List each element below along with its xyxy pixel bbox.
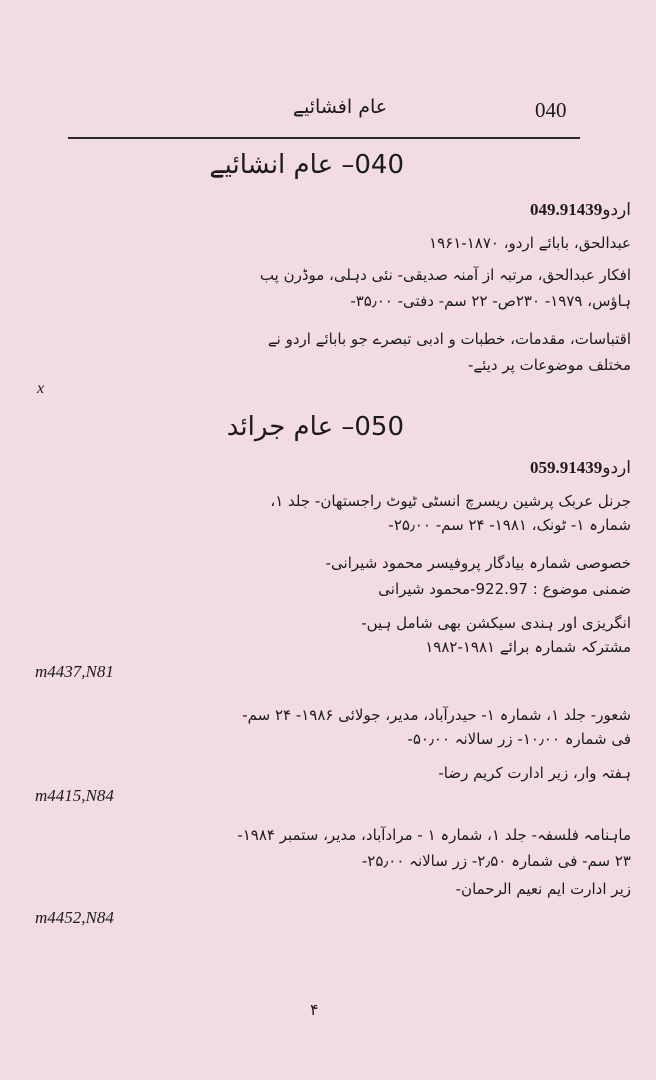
section-040-title: 040– عام انشائیے — [209, 150, 404, 180]
call-number: 049.91439 — [530, 200, 603, 219]
call-number-line — [530, 458, 631, 478]
entry-line: مختلف موضوعات پر دیئے- — [468, 356, 631, 374]
entry-mark: m4415,N84 — [35, 786, 114, 805]
entry-line: ہفتہ وار، زیر ادارت کریم رضا- — [438, 764, 631, 782]
entry-line: افکار عبدالحق، مرتبہ از آمنہ صدیقی- نئی دہلی، موڈرن پب — [259, 266, 631, 284]
entry-line: مشترکہ شمارہ برائے ۱۹۸۱-۱۹۸۲ — [425, 638, 631, 656]
entry-line: ہاؤس، ۱۹۷۹- ۲۳۰ص- ۲۲ سم- دفتی- ۳۵٫۰۰- — [350, 292, 631, 310]
header-page-number: 040 — [535, 98, 567, 122]
call-number: 059.91439 — [530, 458, 603, 477]
language-label: اردو — [602, 458, 631, 477]
header-rule — [68, 137, 580, 139]
entry-line: اقتباسات، مقدمات، خطبات و ادبی تبصرے جو بابائے اردو نے — [267, 330, 631, 348]
entry-line: انگریزی اور ہندی سیکشن بھی شامل ہیں- — [361, 614, 631, 632]
author-line: عبدالحق، بابائے اردو، ۱۸۷۰-۱۹۶۱ — [429, 234, 631, 252]
call-number-line — [530, 200, 631, 220]
entry-mark: m4452,N84 — [35, 908, 114, 927]
entry-line: فی شمارہ ۱۰٫۰۰- زر سالانہ ۵۰٫۰۰- — [407, 730, 631, 748]
entry-line: ۲۳ سم- فی شمارہ ۲٫۵۰- زر سالانہ ۲۵٫۰۰- — [361, 852, 631, 870]
running-title: عام افشائیے — [292, 96, 388, 118]
entry-line: شمارہ ۱- ٹونک، ۱۹۸۱- ۲۴ سم- ۲۵٫۰۰- — [388, 516, 631, 534]
entry-mark: x — [37, 380, 45, 397]
entry-line: خصوصی شمارہ بیادگار پروفیسر محمود شیرانی- — [325, 554, 631, 572]
entry-line: زیر ادارت ایم نعیم الرحمان- — [455, 880, 631, 898]
entry-mark: m4437,N81 — [35, 662, 114, 681]
entry-line: ضمنی موضوع : 922.97-محمود شیرانی — [378, 580, 631, 598]
entry-line: جرنل عربک پرشین ریسرچ انسٹی ٹیوٹ راجستھان- جلد ۱، — [270, 492, 631, 510]
entry-line: شعور- جلد ۱، شمارہ ۱- حیدرآباد، مدیر، جولائی ۱۹۸۶- ۲۴ سم- — [242, 706, 631, 724]
footer-page-number: ۴ — [310, 1000, 319, 1019]
entry-line: ماہنامہ فلسفہ- جلد ۱، شمارہ ۱ - مرادآباد، مدیر، ستمبر ۱۹۸۴- — [237, 826, 631, 844]
language-label: اردو — [602, 200, 631, 219]
section-050-title: 050– عام جرائد — [226, 412, 404, 442]
